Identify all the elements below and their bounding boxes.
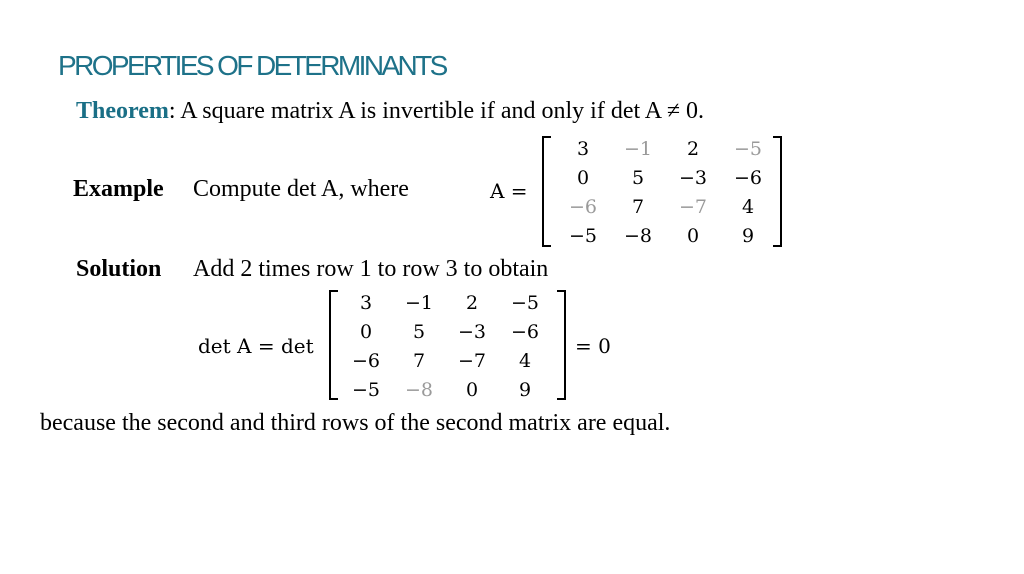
solution-text: Add 2 times row 1 to row 3 to obtain (193, 256, 549, 282)
matrix-cell: 0 (686, 225, 700, 247)
matrix-cell: −1 (404, 292, 434, 314)
matrix-cell: 7 (412, 350, 426, 372)
example-right-bracket (773, 137, 781, 246)
matrix-cell: −7 (678, 196, 708, 218)
matrix-cell: −3 (678, 167, 708, 189)
matrix-cell: −8 (404, 379, 434, 401)
solution-lhs: det A = det (198, 334, 314, 358)
matrix-cell: −5 (733, 138, 763, 160)
matrix-cell: −3 (457, 321, 487, 343)
example-lhs: A = (490, 179, 528, 203)
matrix-cell: −6 (351, 350, 381, 372)
solution-left-bracket (330, 291, 338, 399)
matrix-cell: 7 (631, 196, 645, 218)
theorem-text: : A square matrix A is invertible if and only if det A ≠ 0. (168, 98, 704, 124)
matrix-cell: −6 (568, 196, 598, 218)
matrix-cell: 0 (359, 321, 373, 343)
example-text: Compute det A, where (193, 176, 409, 202)
matrix-cell: −5 (351, 379, 381, 401)
matrix-cell: 9 (518, 379, 532, 401)
solution-matrix (352, 292, 539, 401)
matrix-cell: 3 (359, 292, 373, 314)
example-label: Example (73, 176, 164, 202)
matrix-cell: 0 (465, 379, 479, 401)
matrix-cell: 2 (465, 292, 479, 314)
matrix-cell: 9 (741, 225, 755, 247)
matrix-cell: 4 (741, 196, 755, 218)
solution-right-bracket (557, 291, 565, 399)
matrix-cell: 0 (576, 167, 590, 189)
solution-equation (198, 291, 611, 401)
matrix-cell: 4 (518, 350, 532, 372)
matrix-cell: −6 (733, 167, 763, 189)
matrix-cell: −8 (623, 225, 653, 247)
conclusion-text: because the second and third rows of the second matrix are equal. (40, 410, 671, 436)
solution-label: Solution (76, 256, 162, 282)
theorem-label: Theorem (76, 98, 169, 124)
matrix-cell: −1 (623, 138, 653, 160)
matrix-cell: 3 (576, 138, 590, 160)
example-equation (489, 137, 781, 247)
matrix-cell: 2 (686, 138, 700, 160)
matrix-cell: −5 (568, 225, 598, 247)
matrix-cell: −7 (457, 350, 487, 372)
matrix-cell: 5 (412, 321, 426, 343)
solution-rhs: = 0 (575, 334, 611, 358)
matrix-cell: −5 (510, 292, 540, 314)
example-matrix (569, 138, 762, 247)
slide-title: PROPERTIES OF DETERMINANTS (58, 50, 446, 81)
example-left-bracket (543, 137, 551, 246)
matrix-cell: 5 (631, 167, 645, 189)
matrix-cell: −6 (510, 321, 540, 343)
